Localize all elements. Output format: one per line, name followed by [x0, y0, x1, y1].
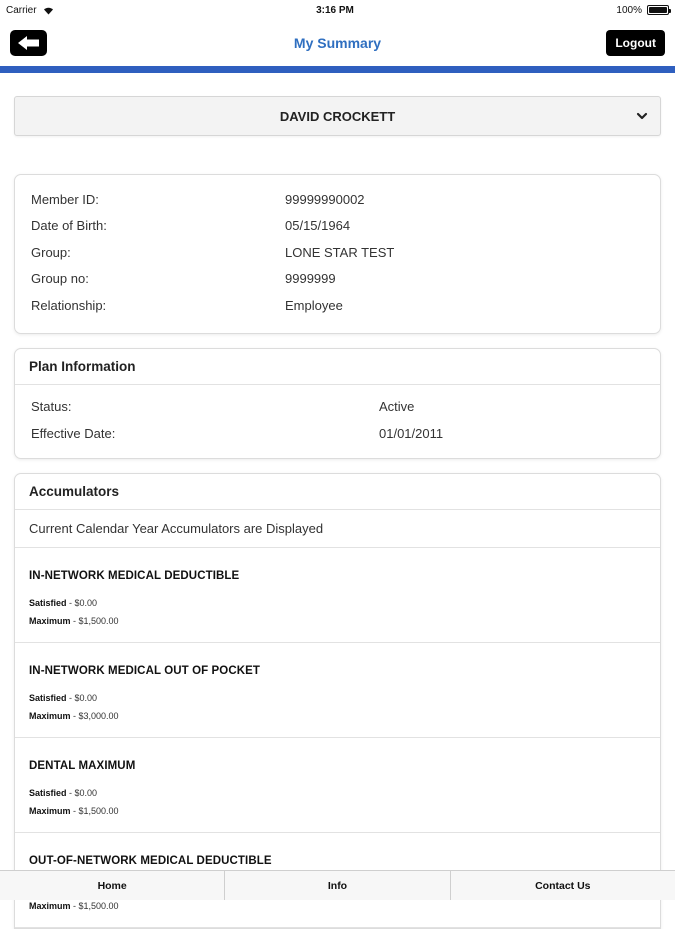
- accumulator-satisfied: [29, 594, 646, 612]
- maximum-value: - $1,500.00: [70, 805, 119, 816]
- group-no-row: [31, 266, 644, 293]
- status-time: 3:16 PM: [316, 4, 354, 16]
- member-id-value: 99999990002: [285, 191, 365, 207]
- member-info-card: [14, 174, 661, 334]
- effective-date-label: Effective Date:: [31, 425, 116, 441]
- nav-bar: [0, 20, 675, 66]
- back-arrow-icon: [16, 35, 42, 51]
- satisfied-value: - $0.00: [66, 692, 98, 703]
- plan-info-body: [15, 385, 660, 458]
- chevron-down-icon: [636, 110, 648, 122]
- maximum-value: - $1,500.00: [70, 615, 119, 626]
- battery-fill: [649, 7, 667, 13]
- maximum-label: Maximum: [29, 615, 71, 626]
- group-value: LONE STAR TEST: [285, 244, 395, 260]
- status-bar: [0, 0, 675, 20]
- accumulator-maximum: [29, 612, 646, 630]
- tab-home[interactable]: Home: [0, 871, 225, 900]
- accumulator-title: DENTAL MAXIMUM: [29, 759, 136, 772]
- back-button[interactable]: [10, 30, 47, 56]
- accumulator-item: [15, 548, 660, 643]
- accumulators-card: [14, 473, 661, 929]
- accumulator-maximum: [29, 802, 646, 820]
- accumulator-item: [15, 643, 660, 738]
- accumulator-title: OUT-OF-NETWORK MEDICAL DEDUCTIBLE: [29, 854, 272, 867]
- satisfied-label: Satisfied: [29, 692, 67, 703]
- group-label: Group:: [31, 244, 71, 260]
- accumulators-note: Current Calendar Year Accumulators are Displayed: [15, 510, 660, 548]
- carrier-label: Carrier: [6, 4, 37, 16]
- dob-row: [31, 213, 644, 240]
- relationship-row: [31, 292, 644, 319]
- plan-status-row: [31, 394, 644, 421]
- satisfied-value: - $0.00: [66, 787, 98, 798]
- accumulator-item: [15, 738, 660, 833]
- battery-percent: 100%: [616, 4, 642, 16]
- maximum-value: - $3,000.00: [70, 710, 119, 721]
- member-id-row: [31, 186, 644, 213]
- plan-info-title: Plan Information: [15, 349, 660, 385]
- accumulator-title: IN-NETWORK MEDICAL OUT OF POCKET: [29, 664, 261, 677]
- member-select[interactable]: [14, 96, 661, 136]
- accumulator-satisfied: [29, 689, 646, 707]
- status-left: [6, 5, 54, 16]
- relationship-value: Employee: [285, 297, 343, 313]
- status-right: [616, 5, 669, 16]
- member-id-label: Member ID:: [31, 191, 99, 207]
- dob-label: Date of Birth:: [31, 218, 107, 234]
- group-row: [31, 239, 644, 266]
- nav-accent-rule: [0, 66, 675, 73]
- satisfied-value: - $0.00: [66, 597, 98, 608]
- group-no-value: 9999999: [285, 271, 336, 287]
- accumulator-maximum: [29, 707, 646, 725]
- effective-date-row: [31, 420, 644, 447]
- page-title: My Summary: [293, 35, 382, 51]
- tab-info[interactable]: Info: [225, 871, 450, 900]
- accumulator-title: IN-NETWORK MEDICAL DEDUCTIBLE: [29, 569, 240, 582]
- relationship-label: Relationship:: [31, 297, 107, 313]
- bottom-tab-bar: [0, 870, 675, 900]
- dob-value: 05/15/1964: [285, 218, 351, 234]
- plan-status-value: Active: [379, 399, 415, 415]
- battery-icon: [647, 5, 669, 15]
- maximum-value: - $1,500.00: [70, 900, 119, 911]
- member-select-value: DAVID CROCKETT: [279, 108, 396, 124]
- maximum-label: Maximum: [29, 900, 71, 911]
- tab-contact-us[interactable]: Contact Us: [535, 879, 591, 892]
- plan-status-label: Status:: [31, 399, 72, 415]
- logout-button[interactable]: Logout: [606, 30, 665, 56]
- group-no-label: Group no:: [31, 271, 89, 287]
- maximum-label: Maximum: [29, 805, 71, 816]
- maximum-label: Maximum: [29, 710, 71, 721]
- accumulator-satisfied: [29, 784, 646, 802]
- wifi-icon: [43, 6, 54, 15]
- accumulators-title: Accumulators: [15, 474, 660, 510]
- satisfied-label: Satisfied: [29, 787, 67, 798]
- satisfied-label: Satisfied: [29, 597, 67, 608]
- plan-info-card: [14, 348, 661, 459]
- effective-date-value: 01/01/2011: [379, 425, 444, 441]
